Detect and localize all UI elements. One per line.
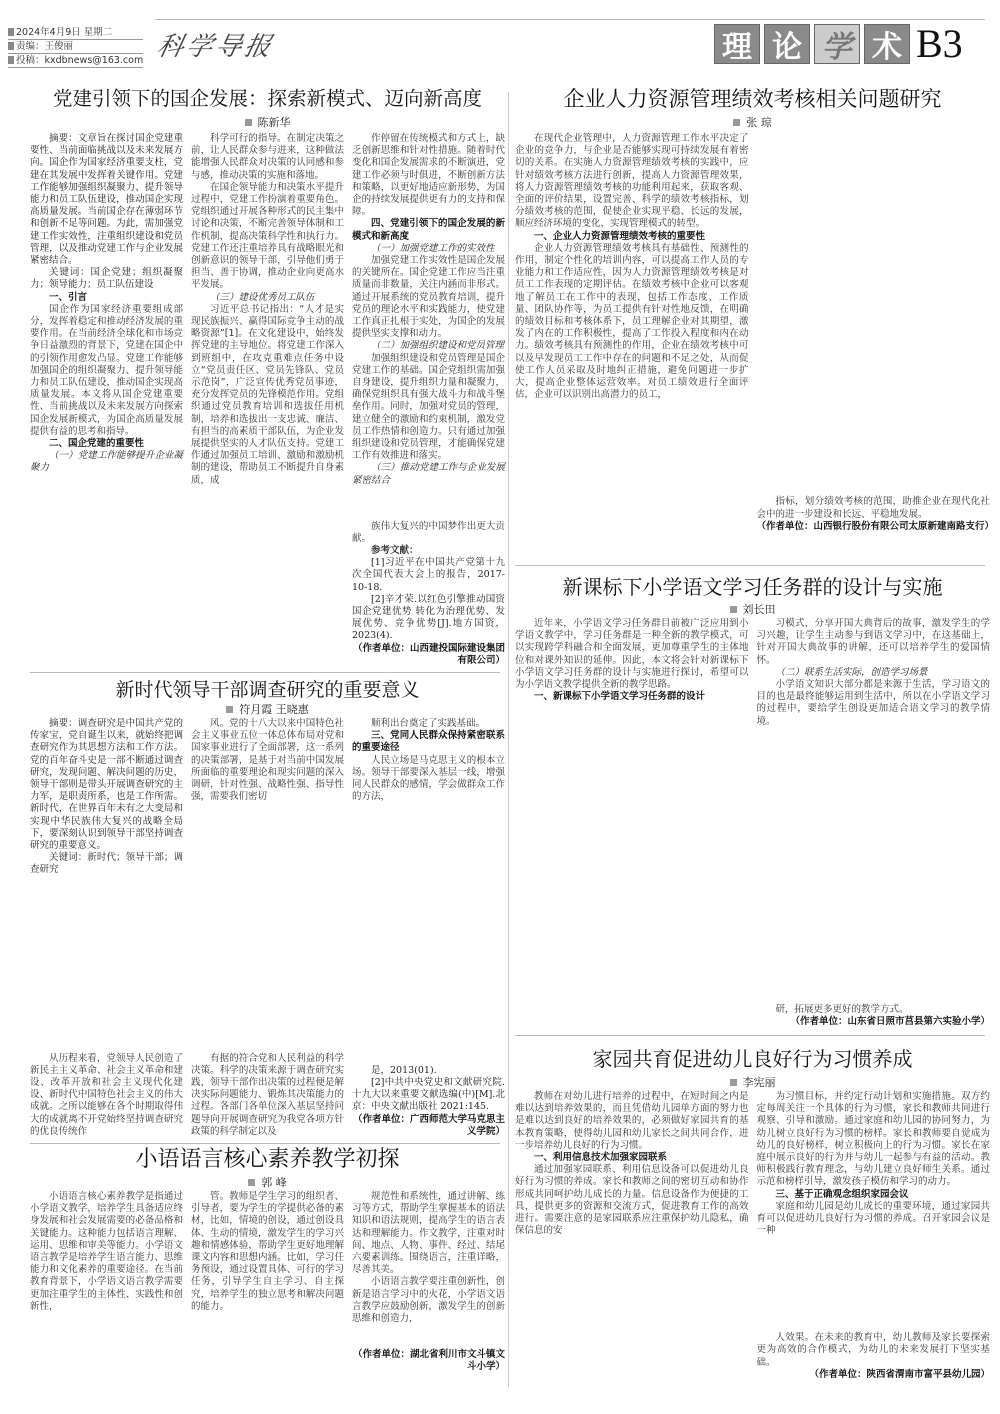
byline-square-icon bbox=[248, 1179, 255, 1186]
column-bottom bbox=[352, 1065, 505, 1138]
byline-square-icon bbox=[245, 119, 252, 126]
column-top bbox=[30, 1191, 183, 1313]
byline-square-icon bbox=[733, 119, 740, 126]
author-affiliation: （作者单位：山西建投国际建设集团有限公司） bbox=[352, 642, 505, 666]
section-char: 学 bbox=[814, 24, 860, 64]
article-byline bbox=[30, 116, 505, 129]
article-body bbox=[30, 718, 505, 1138]
text-column bbox=[757, 1091, 991, 1381]
submission-email: 投稿：kxdbnews@163.com bbox=[16, 55, 144, 66]
paragraph: 加强组织建设和党员管理是国企党建工作的基础。国企党组织需加强自身建设，提升组织力量和凝聚力，确保党组织具有强大战斗力和战斗堡垒作用。同时，加强对党员的管理，建立健全的激励和约束机制，激发党员工作热情和创造力。只有通过加强组织建设和党员管理，才能确保党建工作有效推进和落实。 bbox=[352, 352, 505, 462]
author-name: 郭 峰 bbox=[261, 1176, 287, 1189]
section-heading: 三、基于正确观念组织家园会议 bbox=[775, 1188, 909, 1200]
paragraph: 有据的符合党和人民利益的科学决策。科学的决策来源于调查研究实践，领导干部作出决策的过程便是解决实际问题能力、锻炼其决策能力的过程。各部门各单位深入基层坚持问题导向开展调查研究为我党各项方针政策的科学制定以及 bbox=[191, 1052, 344, 1137]
paragraph: 小语语言核心素养教学是指通过小学语文教学，培养学生具备适应终身发展和社会发展需要的必备品格和关键能力。这种能力包括语言理解、运用、思维和审美等能力。小学语文语言教学是培养学生语言能力、思维能力和文化素养的重要途径。在当前教育背景下，小学语文语言教学需要更加注重学生的主体性、实践性和创新性， bbox=[30, 1191, 183, 1312]
text-column bbox=[191, 718, 344, 1138]
author-affiliation: （作者单位：山东省日照市莒县第六实验小学） bbox=[790, 1015, 990, 1027]
article-byline bbox=[515, 603, 990, 616]
paragraph: 研，拓展更多更好的教学方式。 bbox=[775, 1003, 909, 1015]
column-bottom bbox=[30, 1053, 183, 1138]
abstract-text: 是，2013(01). bbox=[371, 1064, 437, 1076]
meta-square-icon bbox=[8, 56, 14, 64]
abstract-text: 摘要：文章旨在探讨国企党建重要性、当前面临挑战以及未来发展方向。国企作为国家经济重要支柱，党建在其发展中发挥着关键作用。党建工作能够加强组织凝聚力、提升领导能力和员工队伍建设，推动国企实现高质量发展。当前国企存在薄弱环节和创新不足等问题。为此，需加强党建工作实效性，注重组织建设和党员管理，以及推动党建工作与企业发展紧密结合。 bbox=[30, 133, 183, 267]
section-char: 论 bbox=[764, 24, 810, 64]
text-column bbox=[352, 1191, 505, 1373]
page-number: B3 bbox=[916, 21, 963, 66]
article-body bbox=[515, 133, 995, 533]
paragraph: 小语语言教学要注重创新性，创新是语言学习中的火花，小学语文语言教学应鼓励创新，激发学生的创新思维和创造力， bbox=[352, 1276, 505, 1325]
column-top bbox=[352, 1191, 505, 1325]
article-byline bbox=[515, 1076, 990, 1089]
section-heading: 一、新课标下小学语文学习任务群的设计 bbox=[534, 691, 706, 703]
column-top bbox=[352, 133, 505, 487]
paragraph: 人民立场是马克思主义的根本立场。领导干部要深入基层一线，增强同人民群众的感情，学会做群众工作的方法， bbox=[352, 754, 505, 803]
byline-square-icon bbox=[730, 606, 737, 613]
author-name: 李宪丽 bbox=[742, 1076, 776, 1089]
issue-date: 2024年4月9日 星期二 bbox=[16, 27, 113, 38]
author-affiliation: （作者单位：广西师范大学马克思主义学院） bbox=[352, 1113, 505, 1137]
section-heading: 三、党同人民群众保持紧密联系的重要途径 bbox=[352, 730, 505, 754]
paragraph: 从历程来看，党领导人民创造了新民主主义革命、社会主义革命和建设、改革开放和社会主义现代化建设、新时代中国特色社会主义的伟大成就。之所以能够在各个时期取得伟大的成就离不开党始终坚持调查研究的优良传统作 bbox=[30, 1052, 183, 1137]
paragraph: 人效果。在未来的教育中，幼儿教师及家长要探索更为高效的合作模式，为幼儿的未来发展打下坚实基础。 bbox=[756, 1332, 990, 1368]
author-name: 陈新华 bbox=[257, 116, 291, 129]
section-heading: 一、企业人力资源管理绩效考核的重要性 bbox=[534, 230, 706, 242]
author-affiliation: （作者单位：山西银行股份有限公司太原新建南路支行） bbox=[756, 520, 995, 532]
subsection-heading: （二）联系生活实际，创造学习场景 bbox=[775, 666, 928, 678]
paragraph: 近年来，小学语文学习任务群目前被广泛应用到小学语文教学中，学习任务群是一种全新的教学模式，可以实现跨学科融合和全面发展，更加尊重学生的主体地位和对课外知识的延伸。因此，本文将会针对新课标下小学语文学习任务群的设计与实施进行探讨，希望可以为小学语文教学提供全新的教学思路。 bbox=[515, 618, 749, 691]
abstract-text: [1]习近平在中国共产党第十九次全国代表大会上的报告，2017-10-18. bbox=[352, 557, 505, 593]
column-bottom bbox=[352, 1349, 505, 1373]
abstract-text: [2]辛才荣.以红色引擎推动国资国企党建优势 转化为治理优势、发展优势、竞争优势[J].地方国资，2023(4). bbox=[352, 593, 505, 642]
column-top bbox=[191, 1191, 344, 1313]
author-name: 符月霞 王晓惠 bbox=[239, 703, 309, 716]
paragraph: 加强党建工作实效性是国企发展的关键所在。国企党建工作应当注重质量而非数量，关注内涵而非形式。通过开展系统的党员教育培训，提升党员的理论水平和实践能力，使党建工作真正扎根于实处，为国企的发展提供坚实支撑和动力。 bbox=[352, 255, 505, 340]
article-title: 企业人力资源管理绩效考核相关问题研究 bbox=[563, 87, 942, 111]
article-title: 新课标下小学语文学习任务群的设计与实施 bbox=[562, 575, 943, 599]
text-column bbox=[757, 618, 991, 1028]
column-top bbox=[30, 133, 183, 475]
paragraph: 习模式，分享开国大典背后的故事，激发学生的学习兴趣，让学生主动参与到语文学习中，在这基础上，针对开国大典故事的讲解，还可以培养学生的爱国情怀。 bbox=[756, 618, 990, 666]
article-divider bbox=[515, 1035, 985, 1036]
text-column bbox=[191, 133, 344, 667]
paragraph: 风。党的十八大以来中国特色社会主义事业五位一体总体布局对党和国家事业进行了全面部署，这一系列的决策部署，是基于对当前中国发展所面临的重要理论和现实问题的深入调研，针对性强、战略性强、指导性强，需要我们密切 bbox=[191, 718, 344, 803]
text-column bbox=[30, 1191, 183, 1373]
article-byline bbox=[515, 116, 990, 129]
paragraph: 族伟大复兴的中国梦作出更大贡献。 bbox=[352, 520, 505, 544]
column-top bbox=[191, 133, 344, 487]
abstract-text: [2]中共中央党史和文献研究院.十九大以来重要文献选编(中)[M].北京：中央文献出版社 2021:145. bbox=[352, 1076, 505, 1113]
column-bottom bbox=[352, 521, 505, 667]
paragraph: 为习惯目标，并约定行动计划和实施措施。双方约定每周关注一个具体的行为习惯，家长和教师共同进行观察、引导和激励。通过家庭和幼儿园的协同努力，为幼儿树立良好行为习惯的榜样。家长和教师要自觉成为幼儿的良好榜样，树立积极向上的行为习惯。家长在家庭中展示良好的行为并与幼儿一起参与有益的活动。教师积极践行教育理念，与幼儿建立良好师生关系。通过示范和榜样引导，激发孩子模仿和学习的动力。 bbox=[756, 1091, 990, 1188]
column-top bbox=[757, 1091, 991, 1237]
paragraph: 管。教师是学生学习的组织者、引导者，要为学生的学提供必备的素材，比如，情境的创设，通过创设具体、生动的情境，激发学生的学习兴趣和情感体验，帮助学生更好地理解课文内容和思想内涵。比如，学习任务预设，通过设置具体、可行的学习任务，引导学生自主学习、自主探究，培养学生的独立思考和解决问题的能力。 bbox=[191, 1191, 344, 1312]
subsection-heading: （三）建设优秀员工队伍 bbox=[210, 291, 315, 303]
paragraph: 科学可行的指导。在制定决策之前，让人民群众参与进来，这种做法能增强人民群众对决策的认同感和参与感，推动决策的实施和落地。 bbox=[191, 133, 344, 181]
paragraph: 通过加强家园联系、利用信息设备可以促进幼儿良好行为习惯的养成。家长和教师之间的密切互动和协作形成共同呵护幼儿成长的力量。信息设备作为便捷的工具，提供更多的资源和交流方式，促进教育工作的高效进行。需要注意的是家园联系应注重保护幼儿隐私，确保信息的安 bbox=[515, 1164, 749, 1237]
text-column bbox=[30, 718, 183, 1138]
paragraph: 规范性和系统性，通过讲解、练习等方式，帮助学生掌握基本的语法知识和语法规则，提高学生的语言表达和理解能力。作文教学，注重对时间、地点、人物、事件、经过、结尾六要素训练。围绕语言，注重详略，尽善其美。 bbox=[352, 1191, 505, 1276]
author-name: 刘长田 bbox=[742, 603, 776, 616]
paragraph: 在现代企业管理中，人力资源管理工作水平决定了企业的竞争力，与企业是否能够实现可持续发展有着密切的关系。在实施人力资源管理绩效考核的实践中，应针对绩效考核方法进行创新，提高人力资源管理效果，将人力资源管理绩效考核的功能利用起来，获取客观、全面的评价结果，设置完善、科学的绩效考核指标，划分绩效考核的范围，促使企业实现平稳、长远的发展，顺应经济环境的变化，实现管理模式的转型。 bbox=[515, 133, 749, 230]
paragraph: 企业人力资源管理绩效考核具有基础性、预测性的作用，制定个性化的培训内容，可以提高工作人员的专业能力和工作适应性，因为人力资源管理绩效考核是对员工工作表现的定期评估。在绩效考核中企业可以客观地了解员工在工作中的表现，包括工作态度、工作质量、团队协作等，为员工提供有针对性地反馈，在明确的绩效目标和考核体系下，员工理解企业对其期望，激发了内在的工作积极性，提高了工作投入程度和内在动力。绩效考核具有预测性的作用，企业在绩效考核中可以及早发现员工工作中存在的问题和不足之处，从而促使工作人员采取及时地纠正措施，避免问题进一步扩大，提高企业整体运营效率。对员工绩效进行全面评估，企业可以识别出高潜力的员工， bbox=[515, 242, 749, 401]
paragraph: 家庭和幼儿园是幼儿成长的重要环境，通过家园共育可以促进幼儿良好行为习惯的养成。召开家园会议是一种 bbox=[756, 1200, 990, 1237]
abstract-text: 摘要：调查研究是中国共产党的传家宝，党自诞生以来，就始终把调查研究作为其思想方法和工作方法。党的百年奋斗史是一部不断通过调查研究，发现问题、解决问题的历史，领导干部则是带头开展调查研究的主力军，是职责所系，也是工作所需。新时代，在世界百年未有之大变局和实现中华民族伟大复兴的战略全局下，要深刻认识到领导干部坚持调查研究的重要意义。 bbox=[30, 718, 183, 852]
section-char: 术 bbox=[864, 24, 910, 64]
article-title: 小语语言核心素养教学初探 bbox=[135, 1147, 400, 1172]
paragraph: 顺利出台奠定了实践基础。 bbox=[371, 718, 486, 729]
text-column bbox=[515, 133, 749, 533]
section-heading: 二、国企党建的重要性 bbox=[49, 438, 145, 450]
paragraph: 教师在对幼儿进行培养的过程中，在短时间之内是难以达到培养效果的，而且凭借幼儿园单方面的努力也是难以达到良好的培养效果的，必须做好家园共育的基本教育策略，使得幼儿园和幼儿家长之间共同合作，进一步培养幼儿良好的行为习惯。 bbox=[515, 1091, 749, 1151]
section-heading: 一、利用信息技术加强家园联系 bbox=[534, 1152, 668, 1164]
article-body bbox=[515, 1091, 990, 1381]
author-affiliation: （作者单位：湖北省利川市文斗镇文斗小学） bbox=[352, 1348, 505, 1372]
paragraph: 指标，划分绩效考核的范围，助推企业在现代化社会中的进一步建设和长远、平稳地发展。 bbox=[756, 496, 990, 520]
paragraph: 在国企领导能力和决策水平提升过程中，党建工作扮演着重要角色。党组织通过开展各种形式的民主集中讨论和决策，不断完善领导体制和工作机制，提高决策科学性和执行力。党建工作还注重培养具有战略眼光和创新意识的领导干部，引导他们勇于担当、善于协调，推动企业向更高水平发展。 bbox=[191, 181, 344, 291]
article-byline bbox=[30, 1176, 505, 1189]
text-column bbox=[515, 618, 749, 1028]
section-banner bbox=[714, 21, 963, 66]
subsection-heading: （三）推动党建工作与企业发展紧密结合 bbox=[352, 462, 505, 486]
references-heading: 参考文献： bbox=[371, 544, 419, 556]
column-top bbox=[757, 618, 991, 728]
paragraph: 小学语文知识大部分都是来源于生活，学习语文的目的也是最终能够运用到生活中，所以在小学语文学习的过程中，要给学生创设更加适合语文学习的教学情境。 bbox=[756, 679, 990, 727]
article-divider bbox=[30, 672, 500, 673]
column-top bbox=[515, 618, 749, 703]
text-column bbox=[191, 1191, 344, 1373]
text-column bbox=[352, 718, 505, 1138]
column-bottom bbox=[756, 496, 995, 533]
column-bottom bbox=[191, 1053, 344, 1138]
article-byline bbox=[30, 703, 505, 716]
article-body bbox=[515, 618, 990, 1028]
column-divider bbox=[508, 92, 509, 1387]
column-top bbox=[30, 718, 183, 877]
newspaper-logo: 科学导报 bbox=[154, 32, 277, 62]
section-heading: 一、引言 bbox=[49, 291, 88, 303]
section-heading: 四、党建引领下的国企发展的新模式和新高度 bbox=[352, 218, 505, 242]
column-top bbox=[515, 133, 749, 401]
meta-square-icon bbox=[8, 28, 14, 36]
text-column bbox=[756, 133, 995, 533]
subsection-heading: （一）加强党建工作的实效性 bbox=[371, 242, 495, 254]
column-top bbox=[352, 718, 505, 803]
column-bottom bbox=[757, 1004, 991, 1028]
editor: 责编：王俊丽 bbox=[16, 41, 74, 52]
author-name: 张 琼 bbox=[746, 116, 772, 129]
meta-square-icon bbox=[8, 42, 14, 50]
article-title: 家园共育促进幼儿良好行为习惯养成 bbox=[592, 1047, 913, 1071]
paragraph: 作停留在传统模式和方式上，缺乏创新思维和针对性措施。随着时代变化和国企发展需求的不断演进，党建工作必须与时俱进，不断创新方法和策略，以更好地适应新形势，为国企的持续发展提供更有力的支持和保障。 bbox=[352, 133, 505, 218]
header-rule bbox=[155, 19, 985, 20]
text-column bbox=[352, 133, 505, 667]
abstract-text: 关键词：新时代；领导干部；调查研究 bbox=[30, 852, 183, 876]
text-column bbox=[30, 133, 183, 667]
paragraph: 国企作为国家经济重要组成部分，发挥着稳定和推动经济发展的重要作用。在当前经济全球化和市场竞争日益激烈的背景下，党建在国企中的引领作用愈发凸显。党建工作能够加强国企的组织凝聚力、提升领导能力和员工队伍建设，推动国企实现高质量发展。本文将从国企党建重要性、当前挑战以及未来发展方向探索国企发展新模式，为国企高质量发展提供有益的思考和指导。 bbox=[30, 303, 183, 437]
byline-square-icon bbox=[226, 706, 233, 713]
column-top bbox=[191, 718, 344, 803]
article-title: 党建引领下的国企发展：探索新模式、迈向新高度 bbox=[52, 87, 482, 110]
section-char: 理 bbox=[714, 24, 760, 64]
page-meta bbox=[8, 26, 143, 68]
article-divider bbox=[30, 1143, 500, 1144]
byline-square-icon bbox=[730, 1079, 737, 1086]
column-top bbox=[515, 1091, 749, 1237]
text-column bbox=[515, 1091, 749, 1381]
subsection-heading: （二）加强组织建设和党员管理 bbox=[371, 340, 505, 352]
subsection-heading: （一）党建工作能够提升企业凝聚力 bbox=[30, 450, 183, 474]
article-body bbox=[30, 1191, 505, 1373]
author-affiliation: （作者单位：陕西省渭南市富平县幼儿园） bbox=[809, 1368, 990, 1380]
paragraph: 习近平总书记指出：“人才是实现民族振兴、赢得国际竞争主动的战略资源”[1]。在文化建设中，始终发挥党建的主导地位。将党建工作深入到班组中，在攻克重难点任务中设立“党员责任区、党员先锋队、党员示范岗”，广泛宣传优秀党员事迹，充分发挥党员的先锋模范作用。党组织通过党员教育培训和选拔任用机制，培养和选拔出一支忠诚、廉洁、有担当的高素质干部队伍，为企业发展提供坚实的人才队伍支持。党建工作通过加强员工培训、激励和激励机制的建设，帮助员工不断提升自身素质，成 bbox=[191, 303, 344, 486]
article-title: 新时代领导干部调查研究的重要意义 bbox=[115, 679, 420, 701]
column-bottom bbox=[757, 1332, 991, 1381]
abstract-text: 关键词：国企党建；组织凝聚力；领导能力；员工队伍建设 bbox=[30, 267, 183, 291]
article-divider bbox=[515, 565, 985, 566]
article-body bbox=[30, 133, 505, 667]
